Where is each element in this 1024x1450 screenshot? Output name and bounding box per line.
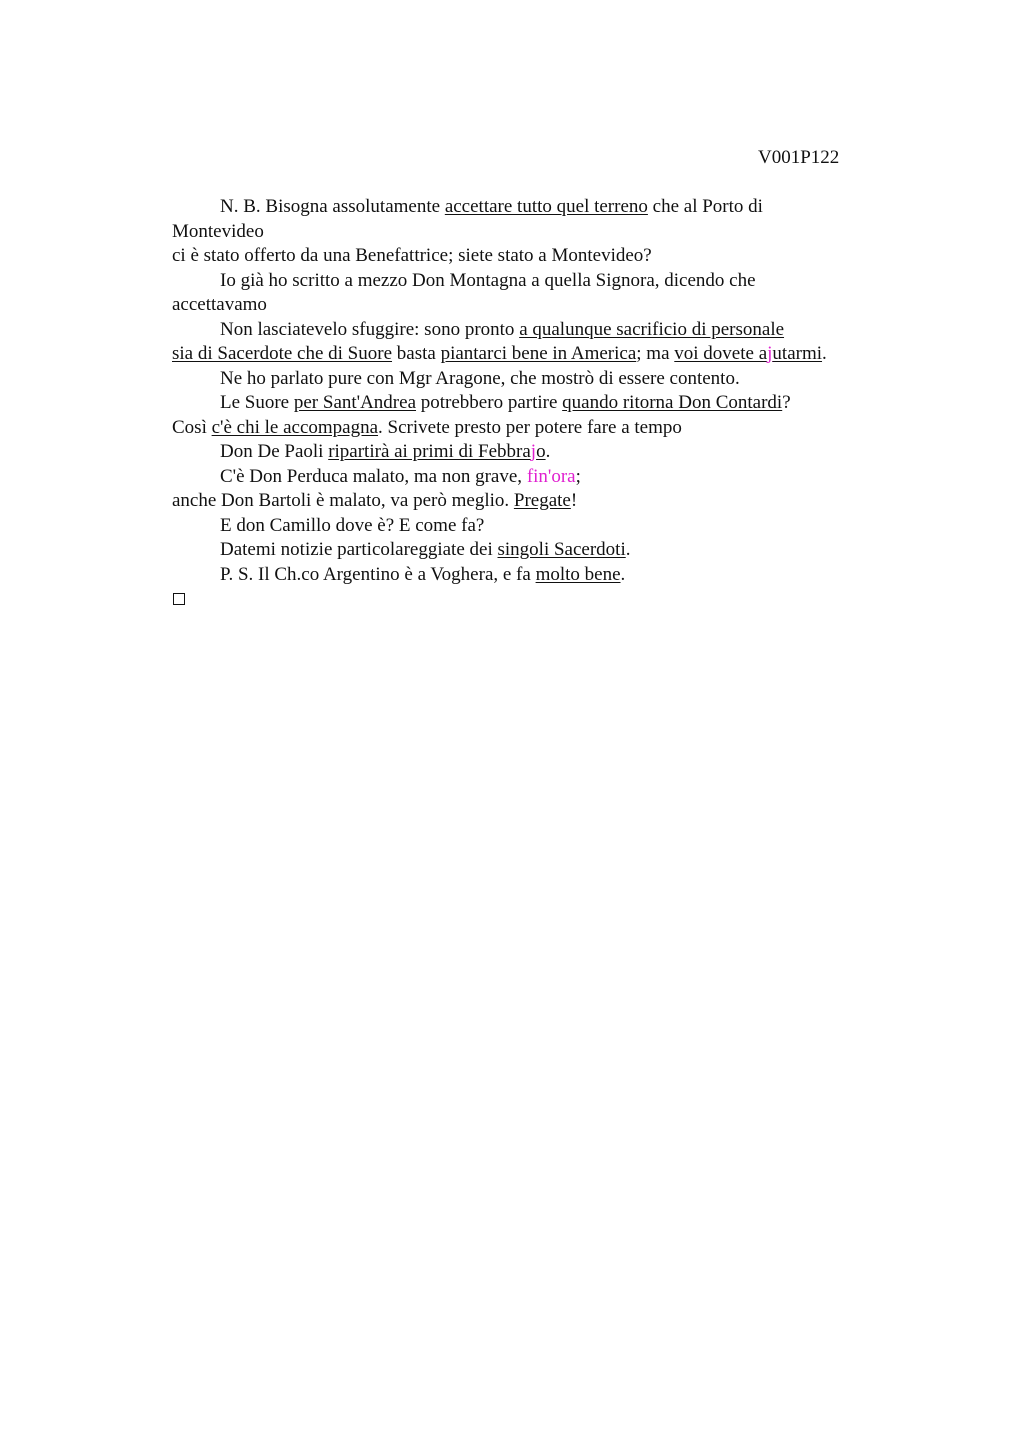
text-segment: potrebbero partire xyxy=(416,392,563,413)
text-segment: ; ma xyxy=(636,343,675,364)
text-segment: ci è stato offerto da una Benefattrice; siete stato a Montevideo? xyxy=(172,245,652,266)
underlined-text: accettare tutto quel terreno xyxy=(444,196,648,217)
underlined-text: utarmi xyxy=(772,343,823,364)
underlined-text: molto bene xyxy=(535,563,621,585)
underlined-text: o xyxy=(536,441,546,462)
underlined-text: j xyxy=(530,441,537,462)
text-segment: Ne ho parlato pure con Mgr Aragone, che mostrò di essere contento. xyxy=(220,367,740,389)
underlined-text: singoli Sacerdoti xyxy=(497,539,626,560)
text-segment: . xyxy=(822,343,827,364)
underlined-text: ripartirà ai primi di Febbra xyxy=(328,441,531,462)
underlined-text: sia di Sacerdote che di Suore xyxy=(172,343,393,364)
text-line xyxy=(172,318,932,343)
text-segment: . xyxy=(620,563,626,585)
text-line xyxy=(172,220,932,245)
text-segment: . xyxy=(545,441,551,462)
underlined-text: per Sant'Andrea xyxy=(293,392,417,413)
text-line xyxy=(172,465,932,490)
text-line xyxy=(172,489,932,514)
text-segment: Io già ho scritto a mezzo Don Montagna a quella Signora, dicendo che xyxy=(220,269,756,291)
text-segment: ! xyxy=(570,490,578,511)
text-segment: . Scrivete presto per potere fare a tempo xyxy=(378,416,682,438)
text-line xyxy=(172,342,932,367)
underlined-text: c'è chi le accompagna xyxy=(211,416,379,438)
text-line xyxy=(172,293,932,318)
text-segment: E don Camillo dove è? E come fa? xyxy=(220,514,485,536)
text-segment: P. S. Il Ch.co Argentino è a Voghera, e fa xyxy=(220,563,536,585)
text-segment: N. B. Bisogna assolutamente xyxy=(220,196,445,217)
text-segment: ? xyxy=(782,392,791,413)
text-segment: Datemi notizie particolareggiate dei xyxy=(220,539,498,560)
text-segment: Le Suore xyxy=(220,392,294,413)
text-line xyxy=(172,269,932,294)
text-line xyxy=(172,440,932,465)
checkbox-line xyxy=(172,587,932,612)
letter-body xyxy=(172,195,932,612)
underlined-text: piantarci bene in America xyxy=(440,343,637,364)
text-line xyxy=(172,195,932,220)
underlined-text: voi dovete a xyxy=(674,343,768,364)
text-segment: accettavamo xyxy=(172,294,267,315)
text-line xyxy=(172,538,932,563)
underlined-text: Pregate xyxy=(513,490,571,511)
text-segment: anche Don Bartoli è malato, va però meglio. xyxy=(172,490,514,511)
text-segment: Così xyxy=(172,416,212,438)
underlined-text: a qualunque sacrificio di personale xyxy=(519,318,785,340)
empty-box-icon xyxy=(173,593,185,605)
text-segment: Montevideo xyxy=(172,220,264,242)
text-line xyxy=(172,367,932,392)
highlighted-text: fin'ora xyxy=(526,465,576,487)
text-segment: basta xyxy=(392,343,441,364)
text-segment: che al Porto di xyxy=(647,196,763,217)
text-line xyxy=(172,391,932,416)
text-segment: Non lasciatevelo sfuggire: sono pronto xyxy=(220,318,520,340)
text-line xyxy=(172,416,932,441)
text-line xyxy=(172,514,932,539)
page-id: V001P122 xyxy=(758,147,840,168)
underlined-text: j xyxy=(767,343,773,364)
text-segment: C'è Don Perduca malato, ma non grave, xyxy=(220,465,527,487)
text-segment: Don De Paoli xyxy=(220,441,329,462)
text-segment: . xyxy=(625,539,631,560)
underlined-text: quando ritorna Don Contardi xyxy=(562,392,783,413)
text-segment: ; xyxy=(575,465,581,487)
text-line xyxy=(172,563,932,588)
text-line xyxy=(172,244,932,269)
